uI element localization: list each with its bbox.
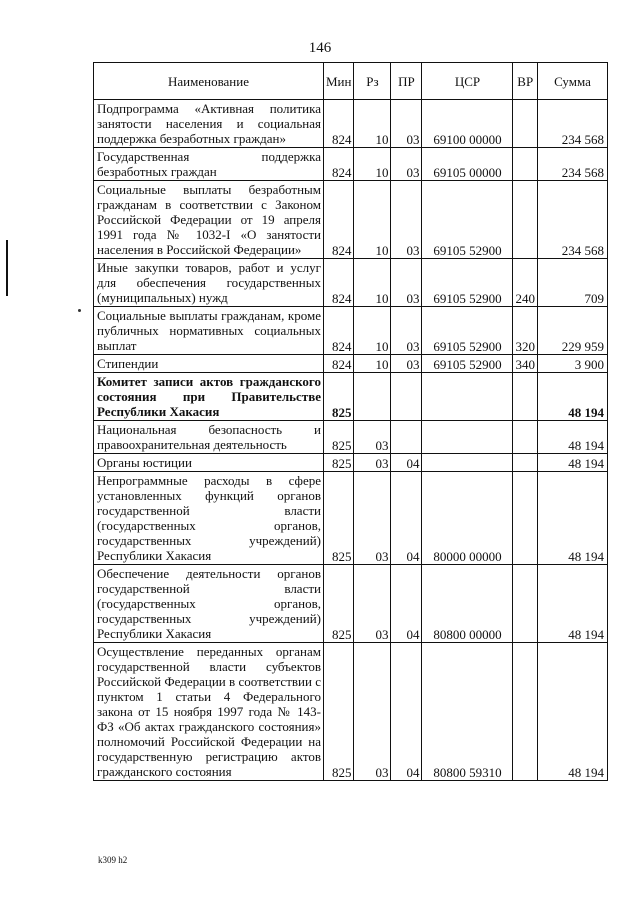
cell-rz bbox=[354, 373, 391, 421]
cell-csr bbox=[422, 454, 513, 472]
cell-pr: 04 bbox=[391, 472, 422, 565]
scan-dot-mark bbox=[78, 309, 81, 312]
header-pr: ПР bbox=[391, 63, 422, 100]
table-row bbox=[94, 373, 608, 421]
table-row bbox=[94, 100, 608, 148]
table-row bbox=[94, 565, 608, 643]
cell-pr: 04 bbox=[391, 454, 422, 472]
cell-min: 824 bbox=[324, 355, 354, 373]
table-row bbox=[94, 181, 608, 259]
cell-min: 825 bbox=[324, 565, 354, 643]
cell-pr: 04 bbox=[391, 565, 422, 643]
cell-min: 825 bbox=[324, 643, 354, 781]
cell-rz: 03 bbox=[354, 565, 391, 643]
cell-vr: 340 bbox=[513, 355, 538, 373]
cell-rz: 10 bbox=[354, 148, 391, 181]
footer-code: k309 h2 bbox=[98, 855, 128, 865]
page-number: 146 bbox=[308, 40, 332, 56]
cell-csr bbox=[422, 373, 513, 421]
cell-csr: 69105 52900 bbox=[422, 259, 513, 307]
cell-rz: 10 bbox=[354, 259, 391, 307]
table-row bbox=[94, 307, 608, 355]
budget-table bbox=[93, 62, 608, 781]
header-csr: ЦСР bbox=[422, 63, 513, 100]
cell-sum: 48 194 bbox=[537, 454, 607, 472]
cell-csr bbox=[422, 421, 513, 454]
header-sum: Сумма bbox=[537, 63, 607, 100]
header-rz: Рз bbox=[354, 63, 391, 100]
cell-name: Иные закупки товаров, работ и услуг для обеспечения государственных (муниципальных) нужд bbox=[94, 259, 324, 307]
cell-name: Комитет записи актов гражданского состояния при Правительстве Республики Хакасия bbox=[94, 373, 324, 421]
cell-csr: 80000 00000 bbox=[422, 472, 513, 565]
cell-vr: 320 bbox=[513, 307, 538, 355]
cell-min: 824 bbox=[324, 307, 354, 355]
cell-pr: 03 bbox=[391, 100, 422, 148]
cell-csr: 69105 52900 bbox=[422, 181, 513, 259]
cell-name: Социальные выплаты безработным гражданам в соответствии с Законом Российской Федерации от 19 апреля 1991 года № 1032-I «О занятости населения в Российской Федерации» bbox=[94, 181, 324, 259]
cell-vr bbox=[513, 565, 538, 643]
cell-vr bbox=[513, 454, 538, 472]
cell-rz: 03 bbox=[354, 472, 391, 565]
table-row bbox=[94, 355, 608, 373]
cell-min: 825 bbox=[324, 421, 354, 454]
cell-rz: 10 bbox=[354, 181, 391, 259]
cell-pr bbox=[391, 421, 422, 454]
cell-name: Подпрограмма «Активная политика занятости населения и социальная поддержка безработных граждан» bbox=[94, 100, 324, 148]
cell-name: Государственная поддержка безработных граждан bbox=[94, 148, 324, 181]
cell-vr bbox=[513, 100, 538, 148]
cell-pr: 04 bbox=[391, 643, 422, 781]
cell-sum: 3 900 bbox=[537, 355, 607, 373]
cell-vr bbox=[513, 472, 538, 565]
cell-csr: 69105 52900 bbox=[422, 355, 513, 373]
cell-pr: 03 bbox=[391, 181, 422, 259]
cell-rz: 10 bbox=[354, 307, 391, 355]
cell-min: 825 bbox=[324, 472, 354, 565]
cell-pr: 03 bbox=[391, 307, 422, 355]
cell-sum: 48 194 bbox=[537, 643, 607, 781]
cell-min: 824 bbox=[324, 148, 354, 181]
cell-vr bbox=[513, 373, 538, 421]
cell-name: Обеспечение деятельности органов государственной власти (государственных органов, государственных учреждений) Республики Хакасия bbox=[94, 565, 324, 643]
cell-rz: 03 bbox=[354, 454, 391, 472]
header-min: Мин bbox=[324, 63, 354, 100]
cell-name: Национальная безопасность и правоохранительная деятельность bbox=[94, 421, 324, 454]
table-body bbox=[94, 100, 608, 781]
table-header bbox=[94, 63, 608, 100]
cell-vr bbox=[513, 148, 538, 181]
cell-sum: 234 568 bbox=[537, 148, 607, 181]
cell-rz: 03 bbox=[354, 643, 391, 781]
cell-sum: 48 194 bbox=[537, 421, 607, 454]
cell-sum: 229 959 bbox=[537, 307, 607, 355]
cell-min: 824 bbox=[324, 100, 354, 148]
cell-min: 824 bbox=[324, 181, 354, 259]
header-name: Наименование bbox=[94, 63, 324, 100]
table-row bbox=[94, 148, 608, 181]
cell-pr: 03 bbox=[391, 148, 422, 181]
cell-vr: 240 bbox=[513, 259, 538, 307]
cell-sum: 48 194 bbox=[537, 565, 607, 643]
scan-edge-mark bbox=[6, 240, 8, 296]
cell-rz: 03 bbox=[354, 421, 391, 454]
table-row bbox=[94, 472, 608, 565]
cell-sum: 48 194 bbox=[537, 472, 607, 565]
cell-min: 824 bbox=[324, 259, 354, 307]
cell-sum: 234 568 bbox=[537, 100, 607, 148]
cell-csr: 69105 00000 bbox=[422, 148, 513, 181]
cell-pr: 03 bbox=[391, 355, 422, 373]
table-row bbox=[94, 421, 608, 454]
cell-name: Органы юстиции bbox=[94, 454, 324, 472]
cell-pr bbox=[391, 373, 422, 421]
cell-csr: 69105 52900 bbox=[422, 307, 513, 355]
table-row bbox=[94, 643, 608, 781]
cell-sum: 234 568 bbox=[537, 181, 607, 259]
cell-vr bbox=[513, 421, 538, 454]
cell-csr: 69100 00000 bbox=[422, 100, 513, 148]
cell-rz: 10 bbox=[354, 100, 391, 148]
cell-sum: 709 bbox=[537, 259, 607, 307]
header-vr: ВР bbox=[513, 63, 538, 100]
cell-name: Непрограммные расходы в сфере установленных функций органов государственной власти (государственных органов, государственных учреждений) Республики Хакасия bbox=[94, 472, 324, 565]
cell-csr: 80800 00000 bbox=[422, 565, 513, 643]
cell-pr: 03 bbox=[391, 259, 422, 307]
cell-min: 825 bbox=[324, 454, 354, 472]
cell-name: Стипендии bbox=[94, 355, 324, 373]
table-row bbox=[94, 454, 608, 472]
cell-csr: 80800 59310 bbox=[422, 643, 513, 781]
cell-name: Осуществление переданных органам государственной власти субъектов Российской Федерации в соответствии с пунктом 1 статьи 4 Федерального закона от 15 ноября 1997 года № 143-ФЗ «Об актах гражданского состояния» полномочий Российской Федерации на государственную регистрацию актов гражданского состояния bbox=[94, 643, 324, 781]
cell-rz: 10 bbox=[354, 355, 391, 373]
cell-sum: 48 194 bbox=[537, 373, 607, 421]
cell-vr bbox=[513, 643, 538, 781]
cell-min: 825 bbox=[324, 373, 354, 421]
cell-vr bbox=[513, 181, 538, 259]
cell-name: Социальные выплаты гражданам, кроме публичных нормативных социальных выплат bbox=[94, 307, 324, 355]
table-row bbox=[94, 259, 608, 307]
